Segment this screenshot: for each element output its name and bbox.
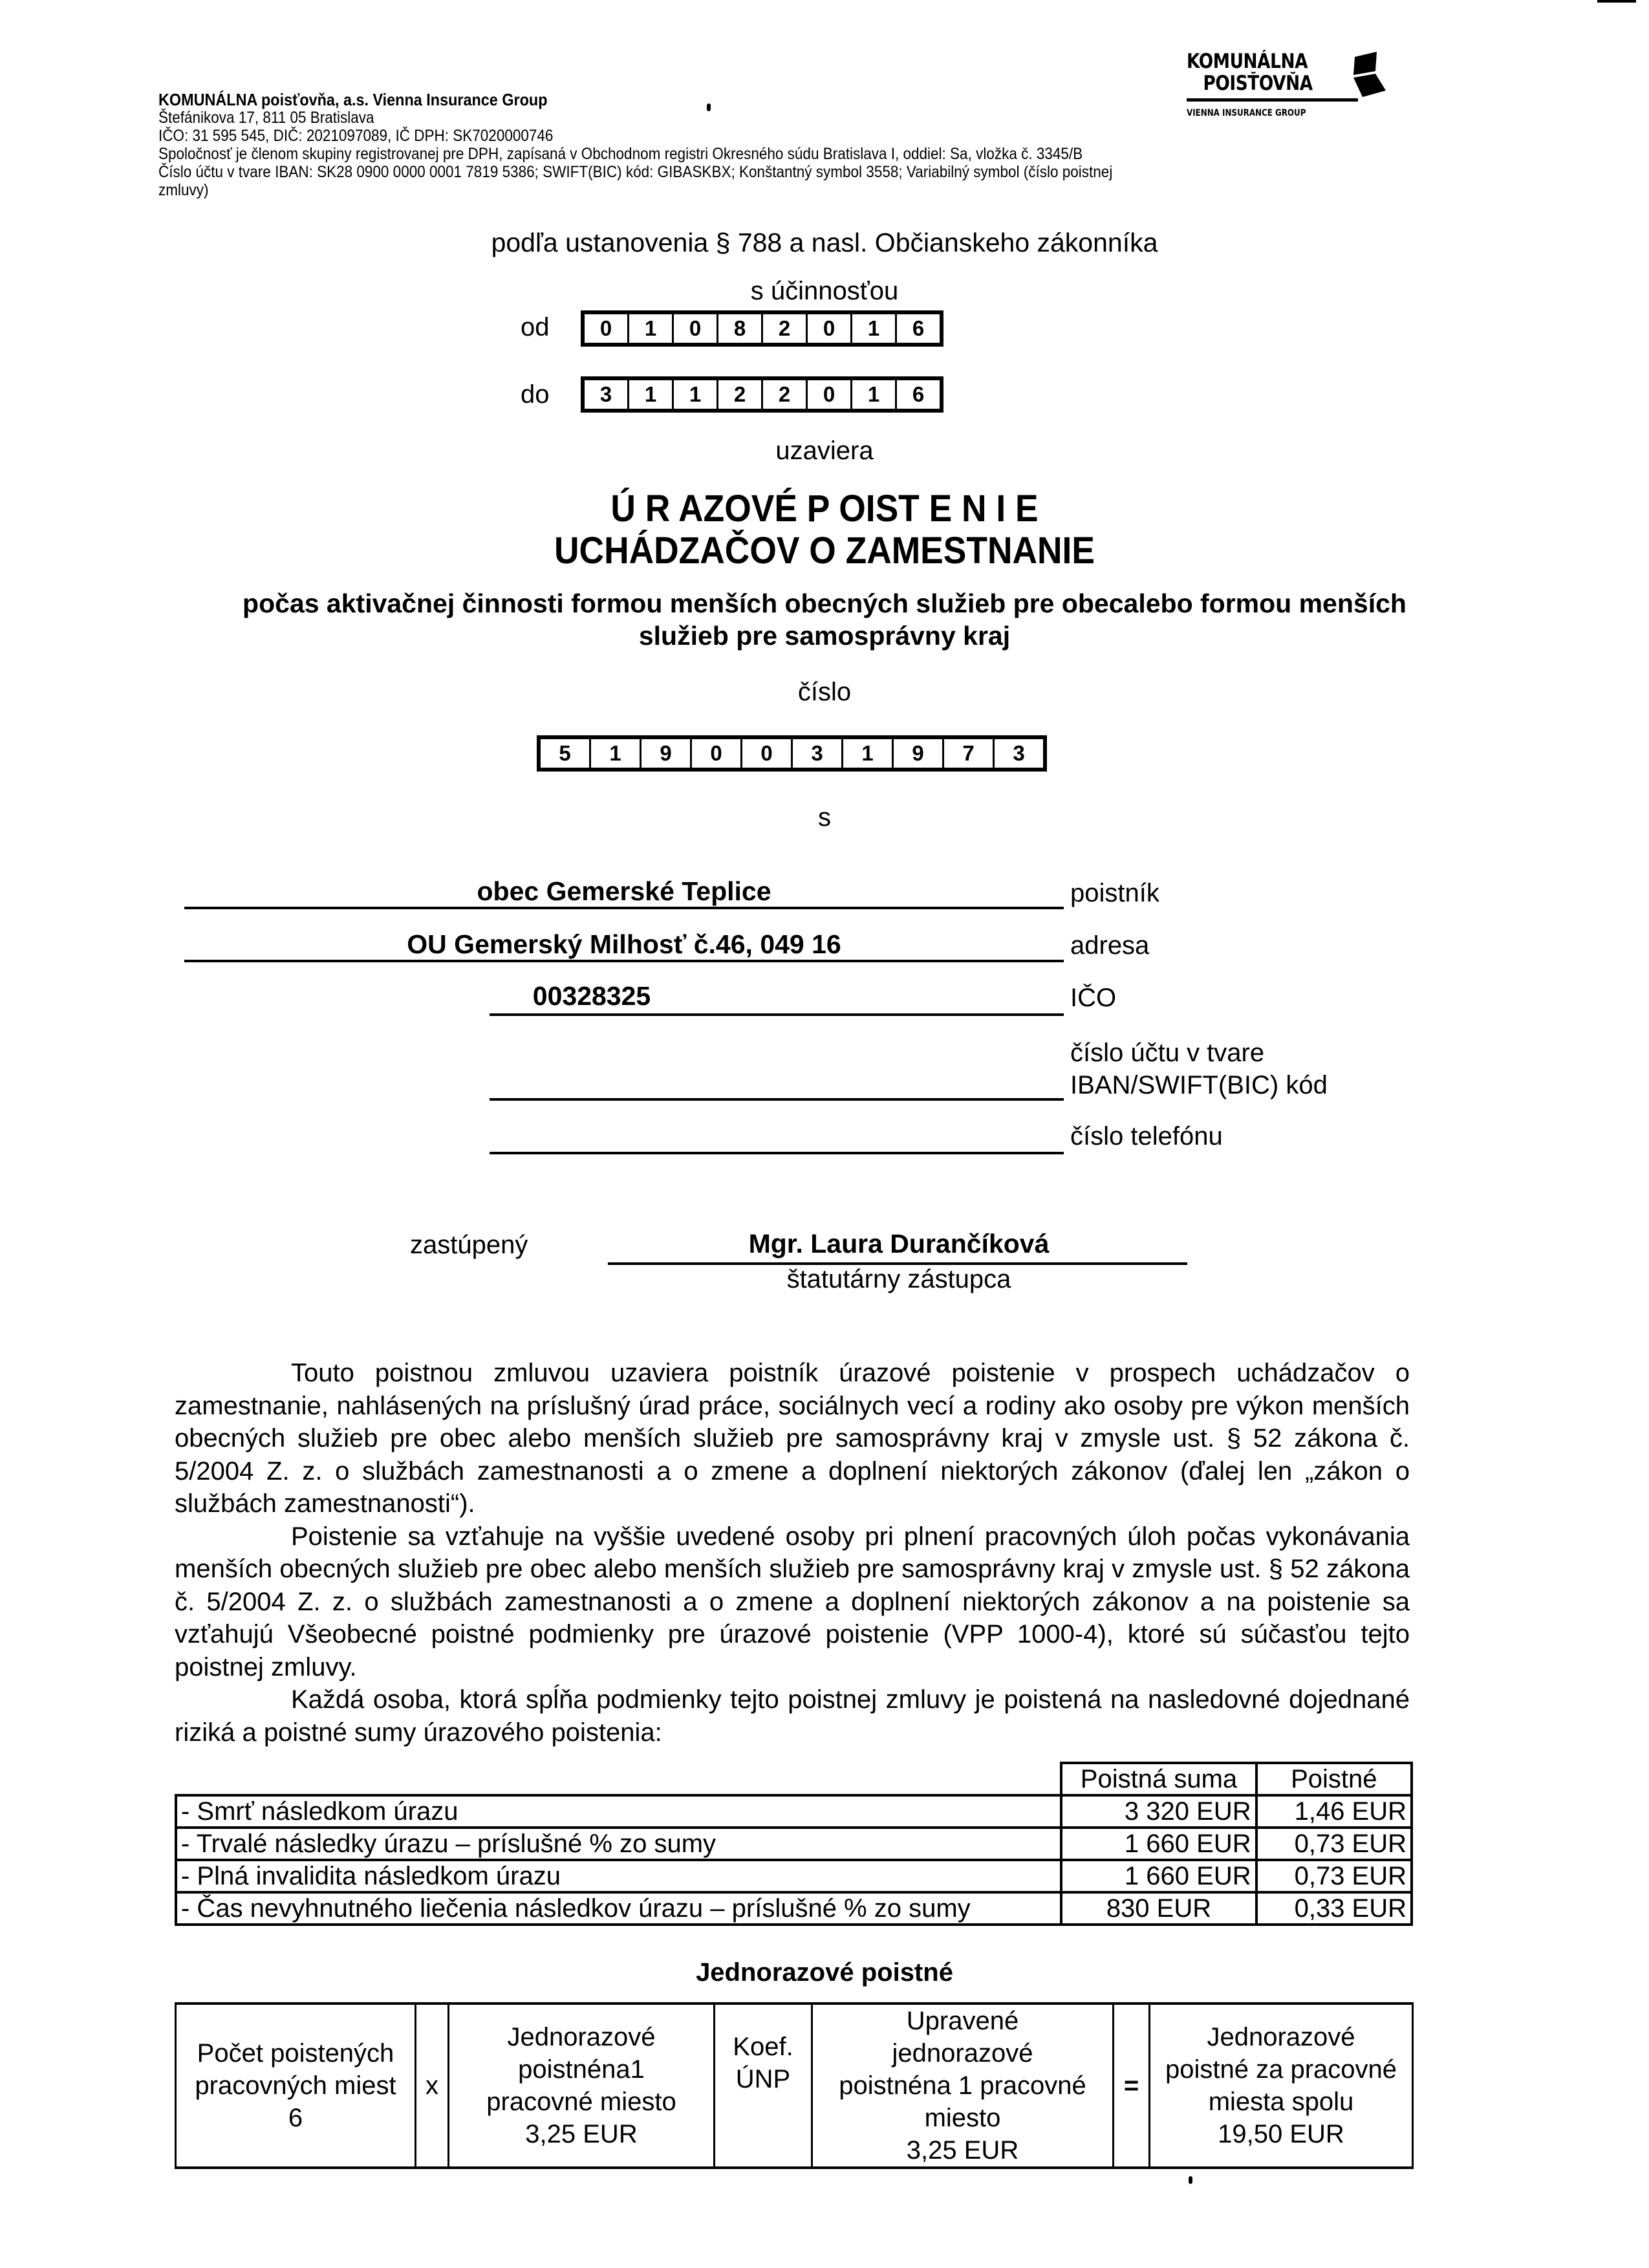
contract-number-field [537, 735, 1047, 772]
coverage-risk: - Plná invalidita následkom úrazu [176, 1860, 1061, 1892]
policyholder-ico-line [490, 1013, 1064, 1016]
coverage-sum: 1 660 EUR [1061, 1860, 1256, 1892]
policyholder-name-label: poistník [1070, 879, 1159, 907]
policyholder-address-label: adresa [1070, 931, 1150, 960]
insurer-registry: Spoločnosť je členom skupiny registrovanej pre DPH, zapísaná v Obchodnom registri Okresného súdu Bratislava I, oddiel: Sa, vložka č. 3345/B [158, 145, 1083, 163]
table-row [176, 1795, 1412, 1828]
date-from-digit: 2 [763, 314, 806, 343]
contract-number-digit: 5 [541, 739, 589, 768]
policyholder-address-line [184, 960, 1064, 962]
contract-number-digit: 7 [944, 739, 993, 768]
policyholder-phone-line [490, 1152, 1064, 1154]
logo-rule [1187, 98, 1358, 102]
policyholder-account-label [1070, 1037, 1328, 1101]
insured-count-label: Počet poistených [197, 2039, 394, 2068]
coverage-header-premium: Poistné [1256, 1763, 1412, 1795]
coefficient-label-2: ÚNP [735, 2065, 791, 2093]
coverage-header-risk [176, 1763, 1061, 1795]
effective-label: s účinnosťou [750, 277, 899, 305]
date-to-digit: 2 [718, 380, 761, 409]
policyholder-ico-label: IČO [1070, 984, 1117, 1012]
scan-corner-mark [1597, 0, 1636, 3]
account-label-line1: číslo účtu v tvare [1070, 1039, 1265, 1067]
policyholder-name-line [184, 907, 1064, 909]
document-subtitle-line2: služieb pre samosprávny kraj [638, 621, 1011, 651]
insured-count-value: 6 [288, 2104, 303, 2132]
insured-count-label-2: pracovných miest [195, 2071, 396, 2100]
date-from-digit: 8 [718, 314, 761, 343]
date-to-field [581, 376, 943, 413]
body-paragraph-3: Každá osoba, ktorá spĺňa podmienky tejto poistnej zmluvy je poistená na nasledovné dojednané riziká a poistné sumy úrazového poistenia: [175, 1685, 1410, 1747]
coverage-header-sum: Poistná suma [1061, 1763, 1256, 1795]
total-premium-cell [1150, 2003, 1413, 2168]
date-to-digit: 3 [585, 380, 627, 409]
company-logo [1187, 50, 1394, 147]
insurer-company-name: KOMUNÁLNA poisťovňa, a.s. Vienna Insurance Group [158, 90, 548, 109]
legal-basis: podľa ustanovenia § 788 a nasl. Občianskeho zákonníka [491, 228, 1158, 257]
coverage-sum: 1 660 EUR [1061, 1828, 1256, 1860]
date-to-digit: 1 [629, 380, 672, 409]
account-label-line2: IBAN/SWIFT(BIC) kód [1070, 1071, 1328, 1099]
contract-number-digit: 1 [591, 739, 640, 768]
policyholder-ico-value: 00328325 [532, 981, 651, 1011]
contract-number-label: číslo [797, 678, 852, 706]
coverage-sum: 830 EUR [1061, 1892, 1256, 1925]
insurer-bank-details-cont: zmluvy) [158, 181, 209, 199]
with-label: s [818, 803, 831, 832]
contract-number-digit: 3 [793, 739, 841, 768]
coverage-sum: 3 320 EUR [1061, 1795, 1256, 1828]
insurer-address: Štefánikova 17, 811 05 Bratislava [158, 109, 374, 127]
total-premium-label-3: miesta spolu [1208, 2088, 1354, 2116]
date-from-field [581, 310, 943, 347]
adjusted-premium-label: Upravené [906, 2007, 1019, 2035]
policyholder-name-value: obec Gemerské Teplice [477, 876, 771, 906]
date-from-digit: 0 [585, 314, 627, 343]
date-from-digit: 6 [897, 314, 940, 343]
total-premium-label: Jednorazové [1207, 2023, 1355, 2051]
coverage-premium: 0,73 EUR [1256, 1828, 1412, 1860]
policyholder-phone-label: číslo telefónu [1070, 1122, 1223, 1150]
equals-sign: = [1114, 2003, 1150, 2168]
coverage-table [175, 1762, 1413, 1926]
policyholder-address-value: OU Gemerský Milhosť č.46, 049 16 [407, 929, 841, 959]
coverage-premium: 0,33 EUR [1256, 1892, 1412, 1925]
table-row [176, 1828, 1412, 1860]
date-to-digit: 2 [763, 380, 806, 409]
representative-name: Mgr. Laura Durančíková [748, 1229, 1050, 1258]
table-row [176, 2003, 1413, 2168]
coverage-risk: - Čas nevyhnutného liečenia následkov úrazu – príslušné % zo sumy [176, 1892, 1061, 1925]
date-to-digit: 1 [674, 380, 717, 409]
premium-per-place-cell [449, 2003, 715, 2168]
single-premium-table [175, 2002, 1414, 2169]
date-to-digit: 6 [897, 380, 940, 409]
contract-number-digit: 1 [843, 739, 892, 768]
concludes-label: uzaviera [775, 437, 874, 465]
coverage-risk: - Smrť následkom úrazu [176, 1795, 1061, 1828]
insured-count-cell [176, 2003, 416, 2168]
insurer-header [158, 91, 1322, 199]
adjusted-premium-label-2: jednorazové [892, 2039, 1033, 2068]
scan-speck [707, 103, 711, 111]
body-paragraph-1: Touto poistnou zmluvou uzaviera poistník úrazové poistenie v prospech uchádzačov o zamestnanie, nahlásených na príslušný úrad práce, sociálnych vecí a rodiny ako osoby pre výkon menších obecných služieb pre obec alebo menších služieb pre samosprávny kraj v zmysle ust. § 52 zákona č. 5/2004 Z. z. o službách zamestnanosti a o zmene a doplnení niektorých zákonov (ďalej len „zákon o službách zamestnanosti“). [175, 1359, 1410, 1518]
coverage-table-header [176, 1763, 1412, 1795]
total-premium-value: 19,50 EUR [1218, 2120, 1344, 2148]
contract-body [175, 1357, 1410, 1749]
date-to-digit: 0 [808, 380, 850, 409]
coverage-premium: 0,73 EUR [1256, 1860, 1412, 1892]
contract-number-digit: 9 [641, 739, 690, 768]
contract-number-digit: 0 [742, 739, 791, 768]
table-row [176, 1892, 1412, 1925]
logo-line-1: KOMUNÁLNA [1187, 50, 1308, 73]
date-from-digit: 0 [808, 314, 850, 343]
policyholder-account-line [490, 1098, 1064, 1101]
table-row [176, 1860, 1412, 1892]
date-from-digit: 1 [629, 314, 672, 343]
date-from-digit: 1 [852, 314, 895, 343]
logo-tagline: VIENNA INSURANCE GROUP [1187, 108, 1306, 118]
single-premium-title: Jednorazové poistné [696, 1958, 953, 1987]
flag-logo-icon [1350, 52, 1388, 98]
body-paragraph-2: Poistenie sa vzťahuje na vyššie uvedené osoby pri plnení pracovných úloh počas vykonávania menších obecných služieb pre obec alebo menších služieb pre samosprávny kraj v zmysle ust. § 52 zákona č. 5/2004 Z. z. o službách zamestnanosti a o zmene a doplnení niektorých zákonov a na poistenie sa vzťahujú Všeobecné poistné podmienky pre úrazové poistenie (VPP 1000-4), ktoré sú súčasťou tejto poistnej zmluvy. [175, 1522, 1410, 1681]
date-to-digit: 1 [852, 380, 895, 409]
insurer-ids: IČO: 31 595 545, DIČ: 2021097089, IČ DPH: SK7020000746 [158, 127, 554, 145]
contract-number-digit: 3 [995, 739, 1043, 768]
adjusted-premium-value: 3,25 EUR [906, 2136, 1019, 2165]
document-title-line2: UCHÁDZAČOV O ZAMESTNANIE [554, 530, 1095, 572]
representative-role: štatutárny zástupca [786, 1265, 1011, 1293]
coefficient-cell [715, 2003, 812, 2168]
date-from-digit: 0 [674, 314, 717, 343]
insurer-bank-details: Číslo účtu v tvare IBAN: SK28 0900 0000 0001 7819 5386; SWIFT(BIC) kód: GIBASKBX; Konštantný symbol 3558; Variabilný symbol (číslo poistnej [158, 163, 1113, 181]
adjusted-premium-label-3: poistnéna 1 pracovné [839, 2071, 1086, 2100]
from-label: od [521, 313, 550, 341]
to-label: do [521, 380, 550, 409]
multiply-sign: x [416, 2003, 449, 2168]
document-subtitle: počas aktivačnej činnosti formou menších obecných služieb pre obecalebo formou menších [242, 589, 1406, 618]
adjusted-premium-cell [812, 2003, 1114, 2168]
coverage-premium: 1,46 EUR [1256, 1795, 1412, 1828]
premium-per-place-label-3: pracovné miesto [486, 2088, 676, 2116]
contract-number-digit: 0 [692, 739, 740, 768]
premium-per-place-label-2: poistnéna1 [518, 2055, 645, 2084]
coverage-risk: - Trvalé následky úrazu – príslušné % zo sumy [176, 1828, 1061, 1860]
logo-line-2: POISŤOVŇA [1203, 72, 1313, 95]
representative-label: zastúpený [410, 1231, 528, 1259]
contract-number-digit: 9 [894, 739, 942, 768]
premium-per-place-label: Jednorazové [507, 2023, 656, 2051]
document-title: Ú R AZOVÉ P OIST E N I E [610, 488, 1039, 530]
adjusted-premium-label-4: miesto [924, 2104, 1001, 2132]
total-premium-label-2: poistné za pracovné [1165, 2055, 1397, 2084]
premium-per-place-value: 3,25 EUR [525, 2120, 638, 2148]
scan-speck [1189, 2176, 1192, 2184]
coefficient-label: Koef. [733, 2033, 793, 2061]
